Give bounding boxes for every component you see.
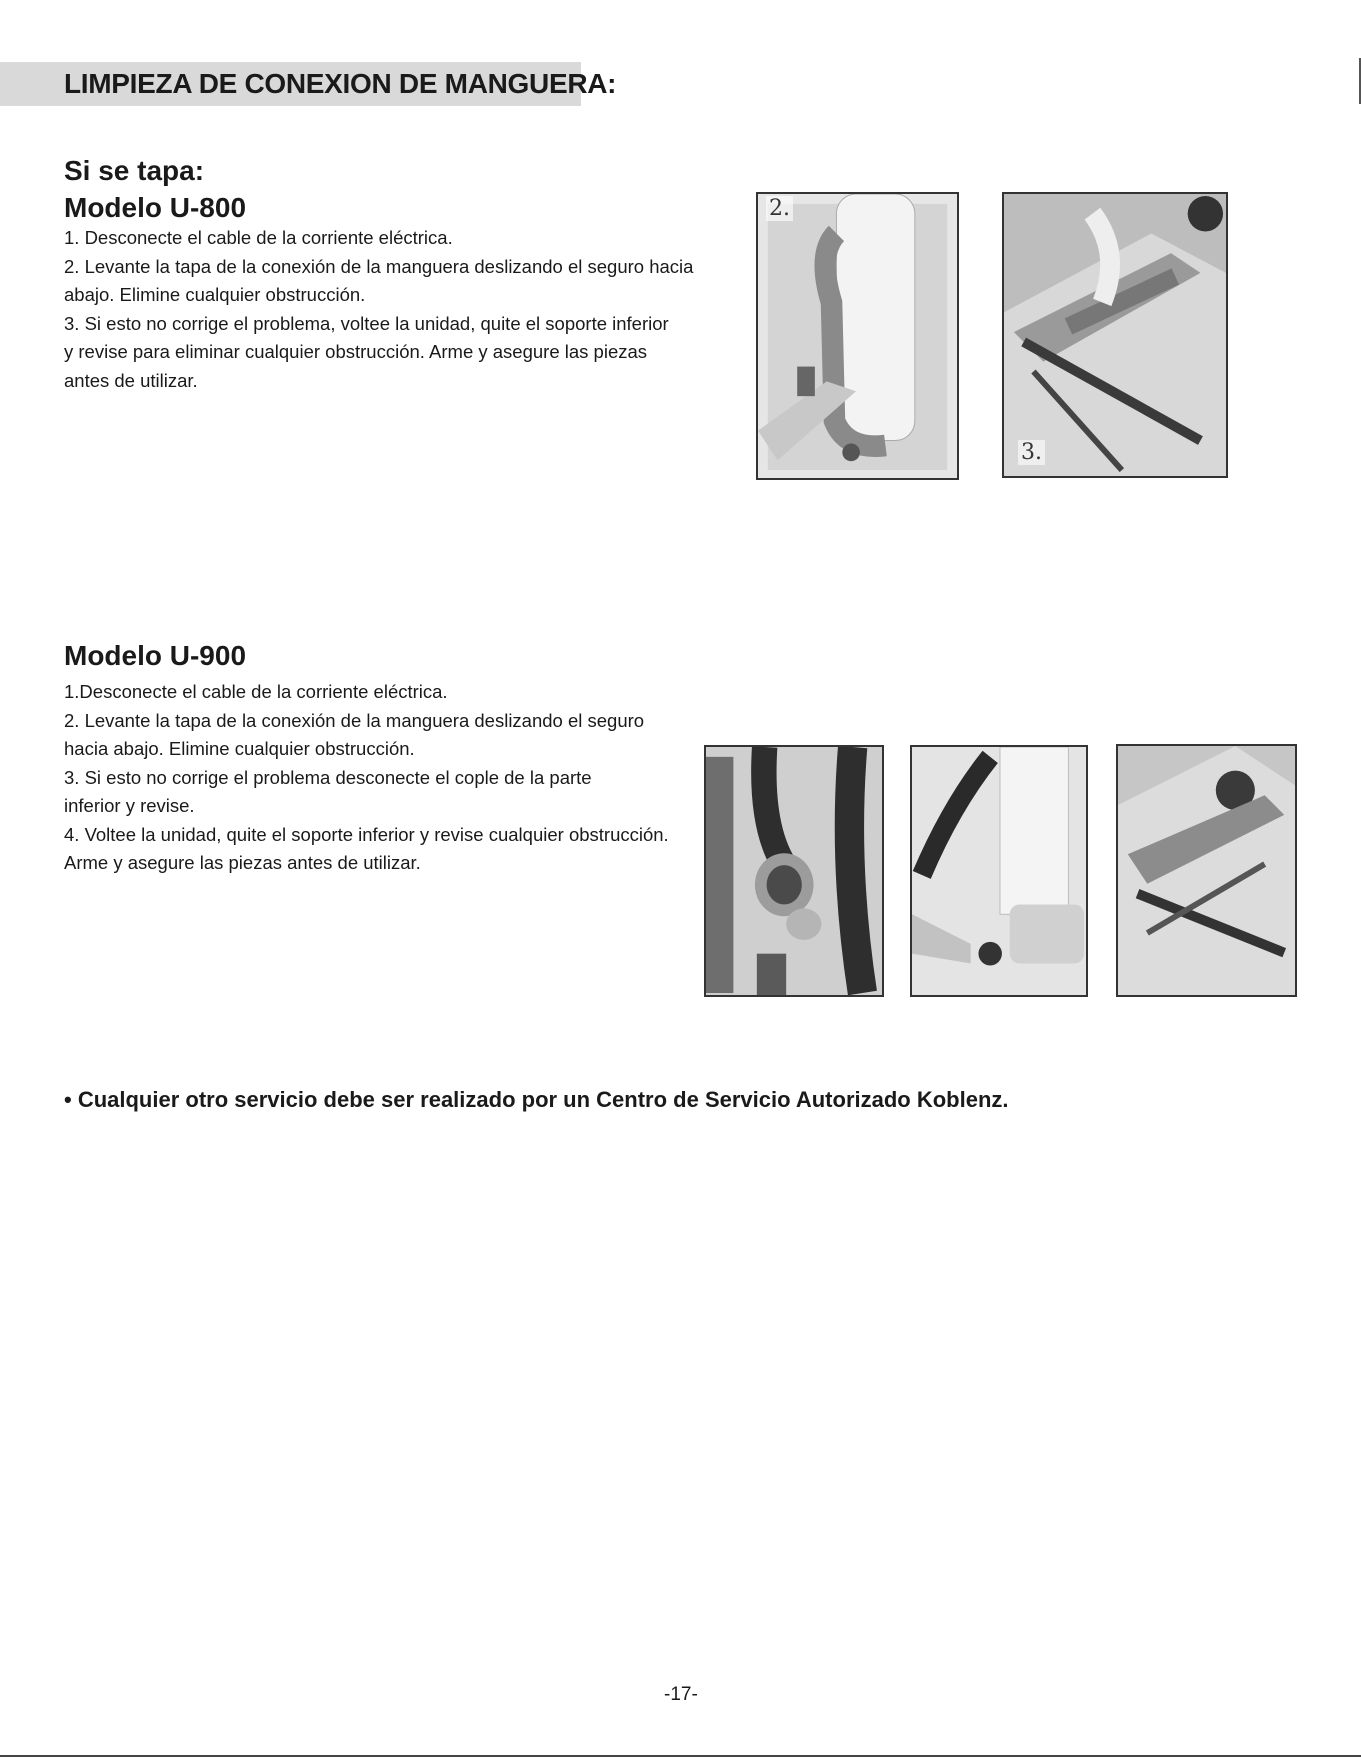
model-u900-steps	[64, 678, 669, 878]
u800-photo-step2	[756, 192, 959, 480]
hose-coupling-illustration	[706, 747, 882, 995]
u900-photo-underside	[1116, 744, 1297, 997]
vacuum-hose-illustration	[758, 194, 957, 478]
step-line: inferior y revise.	[64, 795, 195, 816]
model-u800-heading: Modelo U-800	[64, 192, 247, 223]
section-heading: Si se tapa:	[64, 155, 205, 186]
step-line: abajo. Elimine cualquier obstrucción.	[64, 284, 366, 305]
step-line: 2. Levante la tapa de la conexión de la manguera deslizando el seguro hacia	[64, 255, 694, 277]
bottom-rule	[0, 1755, 1361, 1757]
u900-photo-hose-coupling	[704, 745, 884, 997]
step-line: 1.Desconecte el cable de la corriente eléctrica.	[64, 681, 448, 702]
page-title: LIMPIEZA DE CONEXION DE MANGUERA:	[64, 68, 617, 99]
step-line: 4. Voltee la unidad, quite el soporte inferior y revise cualquier obstrucción.	[64, 823, 669, 845]
step-line: y revise para eliminar cualquier obstrucción. Arme y asegure las piezas	[64, 341, 648, 362]
step-line: hacia abajo. Elimine cualquier obstrucción.	[64, 738, 415, 759]
step-line: 3. Si esto no corrige el problema, voltee la unidad, quite el soporte inferior	[64, 312, 669, 334]
photo-step-label: 3.	[1018, 440, 1045, 465]
step-line: antes de utilizar.	[64, 369, 198, 391]
photo-step-label: 2.	[766, 196, 793, 221]
page-number: -17-	[664, 1684, 698, 1705]
model-u800-steps	[64, 224, 693, 395]
step-line: 2. Levante la tapa de la conexión de la manguera deslizando el seguro	[64, 709, 645, 731]
u900-photo-lower-coupling	[910, 745, 1088, 997]
vacuum-underside-illustration	[1118, 746, 1295, 995]
service-note: • Cualquier otro servicio debe ser realizado por un Centro de Servicio Autorizado Koblenz.	[64, 1087, 1009, 1112]
u800-photo-step3	[1002, 192, 1228, 478]
step-line: 3. Si esto no corrige el problema desconecte el cople de la parte	[64, 766, 592, 788]
vacuum-base-illustration	[912, 747, 1086, 995]
step-line: Arme y asegure las piezas antes de utilizar.	[64, 852, 421, 873]
vacuum-underside-illustration	[1004, 194, 1226, 476]
model-u900-heading: Modelo U-900	[64, 640, 247, 671]
step-line: 1. Desconecte el cable de la corriente eléctrica.	[64, 227, 453, 248]
